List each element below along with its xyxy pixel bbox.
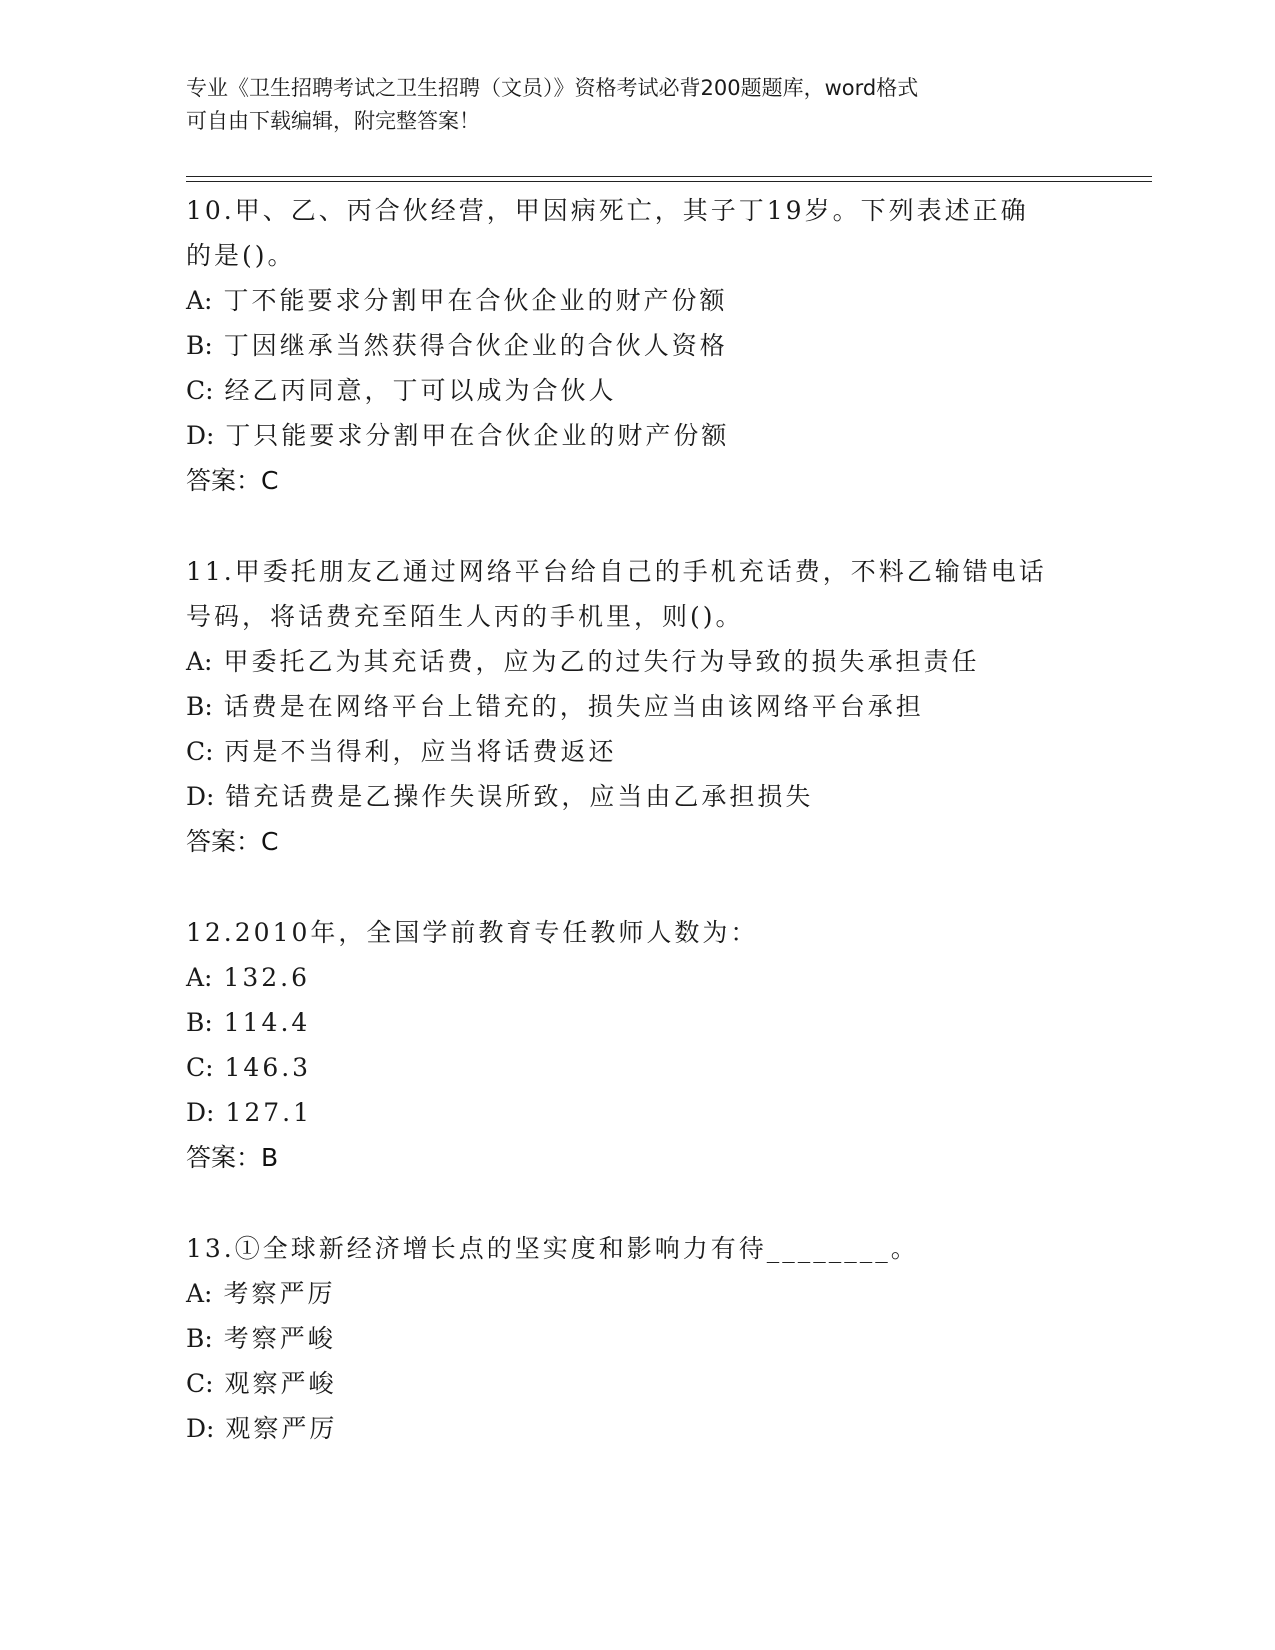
option-d <box>186 774 1086 819</box>
option-c <box>186 368 1086 413</box>
option-label: B: <box>186 1008 213 1037</box>
option-text: 146.3 <box>224 1053 312 1082</box>
option-a <box>186 955 1086 1000</box>
question-11 <box>186 549 1086 864</box>
option-text: 考察严厉 <box>223 1279 336 1308</box>
option-label: D: <box>186 782 215 811</box>
header-line-2: 可自由下载编辑，附完整答案！ <box>186 109 480 133</box>
answer-text: 答案：B <box>186 1143 279 1172</box>
question-text-cont: 号码，将话费充至陌生人丙的手机里，则()。 <box>186 602 744 631</box>
option-b <box>186 1316 1086 1361</box>
option-label: B: <box>186 692 213 721</box>
option-text: 观察严峻 <box>224 1369 337 1398</box>
option-label: A: <box>186 647 213 676</box>
option-label: C: <box>186 1053 214 1082</box>
option-label: C: <box>186 1369 214 1398</box>
answer-text: 答案：C <box>186 827 279 856</box>
option-label: B: <box>186 1324 213 1353</box>
option-label: A: <box>186 1279 213 1308</box>
option-text: 甲委托乙为其充话费，应为乙的过失行为导致的损失承担责任 <box>223 647 980 676</box>
option-text: 127.1 <box>225 1098 312 1127</box>
option-b <box>186 323 1086 368</box>
option-text: 考察严峻 <box>223 1324 336 1353</box>
option-a <box>186 1271 1086 1316</box>
option-c <box>186 729 1086 774</box>
option-label: D: <box>186 1414 215 1443</box>
option-text: 丁只能要求分割甲在合伙企业的财产份额 <box>225 421 730 450</box>
question-text: 12.2010年，全国学前教育专任教师人数为： <box>186 918 759 947</box>
question-text: 11.甲委托朋友乙通过网络平台给自己的手机充话费，不料乙输错电话 <box>186 557 1047 586</box>
header-rule-bottom <box>186 181 1152 182</box>
option-text: 114.4 <box>223 1008 311 1037</box>
option-c <box>186 1045 1086 1090</box>
option-label: D: <box>186 1098 215 1127</box>
question-text: 10.甲、乙、丙合伙经营，甲因病死亡，其子丁19岁。下列表述正确 <box>186 196 1029 225</box>
option-label: C: <box>186 737 214 766</box>
option-label: A: <box>186 286 213 315</box>
option-text: 观察严厉 <box>225 1414 338 1443</box>
option-text: 丙是不当得利，应当将话费返还 <box>224 737 617 766</box>
option-label: A: <box>186 963 213 992</box>
document-header <box>186 72 1066 138</box>
option-label: C: <box>186 376 214 405</box>
option-d <box>186 1090 1086 1135</box>
option-text: 132.6 <box>223 963 311 992</box>
question-10 <box>186 188 1086 503</box>
option-text: 经乙丙同意，丁可以成为合伙人 <box>224 376 617 405</box>
option-b <box>186 1000 1086 1045</box>
option-text: 丁因继承当然获得合伙企业的合伙人资格 <box>223 331 728 360</box>
question-list <box>186 188 1086 1497</box>
option-c <box>186 1361 1086 1406</box>
option-b <box>186 684 1086 729</box>
option-text: 话费是在网络平台上错充的，损失应当由该网络平台承担 <box>223 692 924 721</box>
option-a <box>186 278 1086 323</box>
option-d <box>186 413 1086 458</box>
question-13 <box>186 1226 1086 1451</box>
option-a <box>186 639 1086 684</box>
header-line-1: 专业《卫生招聘考试之卫生招聘（文员）》资格考试必背200题题库，word格式 <box>186 76 919 100</box>
answer-text: 答案：C <box>186 466 279 495</box>
option-label: D: <box>186 421 215 450</box>
option-label: B: <box>186 331 213 360</box>
question-text: 13.①全球新经济增长点的坚实度和影响力有待________。 <box>186 1234 919 1263</box>
option-text: 错充话费是乙操作失误所致，应当由乙承担损失 <box>225 782 814 811</box>
option-d <box>186 1406 1086 1451</box>
option-text: 丁不能要求分割甲在合伙企业的财产份额 <box>223 286 728 315</box>
question-text-cont: 的是()。 <box>186 241 296 270</box>
header-rule-top <box>186 176 1152 177</box>
question-12 <box>186 910 1086 1180</box>
